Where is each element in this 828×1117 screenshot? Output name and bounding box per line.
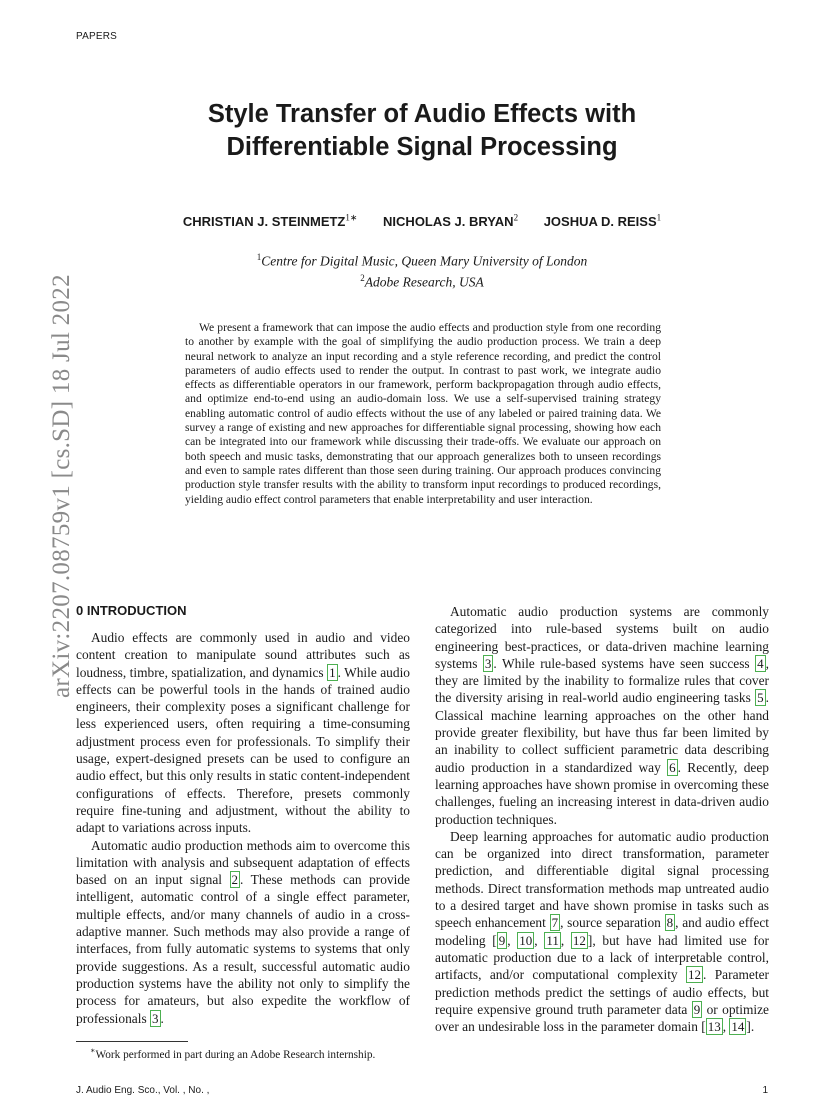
citation-link[interactable] <box>327 664 338 681</box>
title-line: Differentiable Signal Processing <box>226 133 618 161</box>
citation-number[interactable]: 12 <box>688 967 701 983</box>
affiliation <box>90 249 754 270</box>
affiliation-mark: 2 <box>360 272 365 283</box>
citation-number[interactable]: 12 <box>572 932 586 948</box>
paragraph-text: ]. <box>746 1019 755 1035</box>
citation-number[interactable]: 13 <box>707 1019 721 1035</box>
paragraph-text: or optimize over an undesirable loss in the parameter domain [ <box>435 1001 769 1035</box>
citation-link[interactable] <box>729 1018 746 1035</box>
citation-link[interactable] <box>665 914 676 931</box>
paragraph-text: . While rule-based systems have seen success <box>493 655 756 671</box>
body-paragraph <box>435 603 769 828</box>
footnote-text: Work performed in part during an Adobe Research internship. <box>95 1048 376 1061</box>
citation-link[interactable] <box>497 932 508 949</box>
paragraph-text: . <box>160 1010 164 1026</box>
citation-number[interactable]: 6 <box>669 759 676 775</box>
citation-number[interactable]: 14 <box>731 1019 745 1035</box>
paragraph-text: . While audio effects can be powerful tools in the hands of trained audio engineers, their complexity poses a significant challenge for less experienced users, often requiring a time-consuming adjustment process even for professionals. To simplify their usage, expert-designed presets can be used to configure an audio effect, but this only results in static content-independent configurations of effects. Therefore, presets commonly require fine-tuning and adjustment, without the ability to adapt to variations across inputs. <box>76 664 410 836</box>
affiliations <box>90 249 754 290</box>
citation-link[interactable] <box>150 1010 161 1027</box>
author-affiliation-mark: 2 <box>513 213 519 223</box>
section-heading: 0 INTRODUCTION <box>76 603 187 618</box>
paragraph-text: ], but have had limited use for automatic production due to a lack of interpretable control, artifacts, and/or computational complexity <box>435 932 769 983</box>
paper-title <box>90 98 754 164</box>
citation-number[interactable]: 7 <box>551 915 559 931</box>
right-column <box>435 603 769 1035</box>
paragraph-text: , source separation <box>560 915 665 931</box>
left-column <box>76 603 410 1027</box>
paragraph-text: . Recently, deep learning approaches have shown promise in overcoming these challenges, fueling an increasing interest in data-driven audio production techniques. <box>435 759 769 827</box>
citation-link[interactable] <box>755 689 766 706</box>
citation-number[interactable]: 8 <box>666 915 674 931</box>
affiliation-text: Adobe Research, USA <box>364 274 484 289</box>
citation-link[interactable] <box>755 655 766 672</box>
body-paragraph <box>76 837 410 1027</box>
citation-number[interactable]: 2 <box>231 872 239 888</box>
footnote-mark: ∗ <box>90 1046 96 1055</box>
citation-link[interactable] <box>483 655 494 672</box>
body-paragraph <box>435 828 769 1036</box>
citation-number[interactable]: 4 <box>757 655 764 671</box>
citation-number[interactable]: 3 <box>152 1010 159 1026</box>
paragraph-text: , <box>560 932 571 948</box>
citation-link[interactable] <box>706 1018 723 1035</box>
author-affiliation-mark: 1∗ <box>345 213 358 223</box>
abstract: We present a framework that can impose the audio effects and production style from one recording to another by example with the goal of simplifying the audio production process. We train a deep neural network to analyze an input recording and a style reference recording, and predict the control parameters of audio effects used to render the output. In contrast to past work, we integrate audio effects as differentiable operators in our framework, perform backpropagation through audio effects, and optimize end-to-end using an audio-domain loss. We use a self-supervised training strategy enabling automatic control of audio effects without the use of any labeled or paired training data. We survey a range of existing and new approaches for differentiable signal processing, showing how each can be integrated into our framework while discussing their trade-offs. We evaluate our approach on both speech and music tasks, demonstrating that our approach generalizes both to unseen recordings and even to sample rates different than those seen during training. Our approach produces convincing production style transfer results with the ability to transform input recordings to produced recordings, yielding audio effect control parameters that enable interpretability and user interaction. <box>185 321 661 506</box>
citation-link[interactable] <box>571 932 588 949</box>
citation-link[interactable] <box>686 966 703 983</box>
citation-number[interactable]: 11 <box>546 932 559 948</box>
citation-number[interactable]: 10 <box>519 932 533 948</box>
arxiv-stamp <box>20 274 75 710</box>
citation-number[interactable]: 3 <box>484 655 492 671</box>
paragraph-text: , <box>722 1019 730 1035</box>
page-number: 1 <box>762 1085 768 1096</box>
journal-footer: J. Audio Eng. Sco., Vol. , No. , <box>76 1085 210 1096</box>
author <box>544 214 661 229</box>
citation-number[interactable]: 9 <box>498 932 506 948</box>
paragraph-text: . These methods can provide intelligent, automatic control of a single effect parameter, multiple effects, and/or many channels of audio in a cross-adaptive manner. Such methods may also provide a range of interfaces, from fully automatic systems to systems that only provide suggestions. As a result, successful automatic audio production systems have the ability not only to simplify the process for amateurs, but also expedite the workflow of professionals <box>76 872 410 1026</box>
author-name: JOSHUA D. REISS <box>543 214 657 230</box>
arxiv-identifier: arXiv:2207.08759v1 [cs.SD] 18 Jul 2022 <box>48 274 75 698</box>
citation-number[interactable]: 1 <box>329 664 336 680</box>
citation-link[interactable] <box>692 1001 703 1018</box>
author-affiliation-mark: 1 <box>656 213 662 223</box>
author-name: CHRISTIAN J. STEINMETZ <box>182 214 346 230</box>
author-name: NICHOLAS J. BRYAN <box>383 214 514 230</box>
citation-number[interactable]: 9 <box>693 1001 701 1017</box>
paragraph-text: Audio effects are commonly used in audio and video content creation to manipulate sound attributes such as loudness, timbre, spatialization, and dynamics <box>76 630 410 680</box>
citation-link[interactable] <box>517 932 534 949</box>
affiliation-mark: 1 <box>256 252 262 262</box>
affiliation-text: Centre for Digital Music, Queen Mary University of London <box>261 253 588 269</box>
paragraph-text: Automatic audio production methods aim to overcome this limitation with analysis and subsequent adaptation of effects based on an input signal <box>76 837 410 888</box>
body-paragraph <box>76 629 410 837</box>
paragraph-text: , and audio effect modeling [ <box>435 915 770 948</box>
paragraph-text: , <box>507 932 518 948</box>
citation-link[interactable] <box>544 932 561 949</box>
paragraph-text: , <box>534 932 545 948</box>
paragraph-text: Automatic audio production systems are commonly categorized into rule-based systems built on audio engineering best-practices, or data-driven machine learning systems <box>435 604 769 671</box>
author-list <box>90 213 754 229</box>
title-line: Style Transfer of Audio Effects with <box>207 100 637 128</box>
footnote <box>90 1046 375 1061</box>
paragraph-text: . Parameter prediction methods predict the settings of audio effects, but require expensive ground truth parameter data <box>435 967 769 1017</box>
footnote-rule <box>76 1041 188 1042</box>
citation-link[interactable] <box>550 914 561 931</box>
citation-number[interactable]: 5 <box>757 690 764 706</box>
affiliation <box>90 270 754 291</box>
running-header: PAPERS <box>76 31 118 42</box>
author <box>183 214 358 229</box>
citation-link[interactable] <box>230 871 241 888</box>
author <box>383 214 518 229</box>
left-paragraphs <box>76 629 410 1027</box>
paragraph-text: . Classical machine learning approaches on the other hand provide greater flexibility, but have thus far been limited by an inability to collect sufficient parametric data describing audio production in a standardized way <box>435 690 769 775</box>
paragraph-text: Deep learning approaches for automatic audio production can be organized into direct transformation, parameter prediction, and differentiable digital signal processing methods. Direct transformation methods map untreated audio to a desired target and have shown promise in tasks such as speech enhancement <box>435 828 769 931</box>
citation-link[interactable] <box>667 759 678 776</box>
paragraph-text: , they are limited by the inability to formalize rules that cover the diversity arising in real-world audio engineering tasks <box>435 655 769 706</box>
right-paragraphs <box>435 603 769 1035</box>
